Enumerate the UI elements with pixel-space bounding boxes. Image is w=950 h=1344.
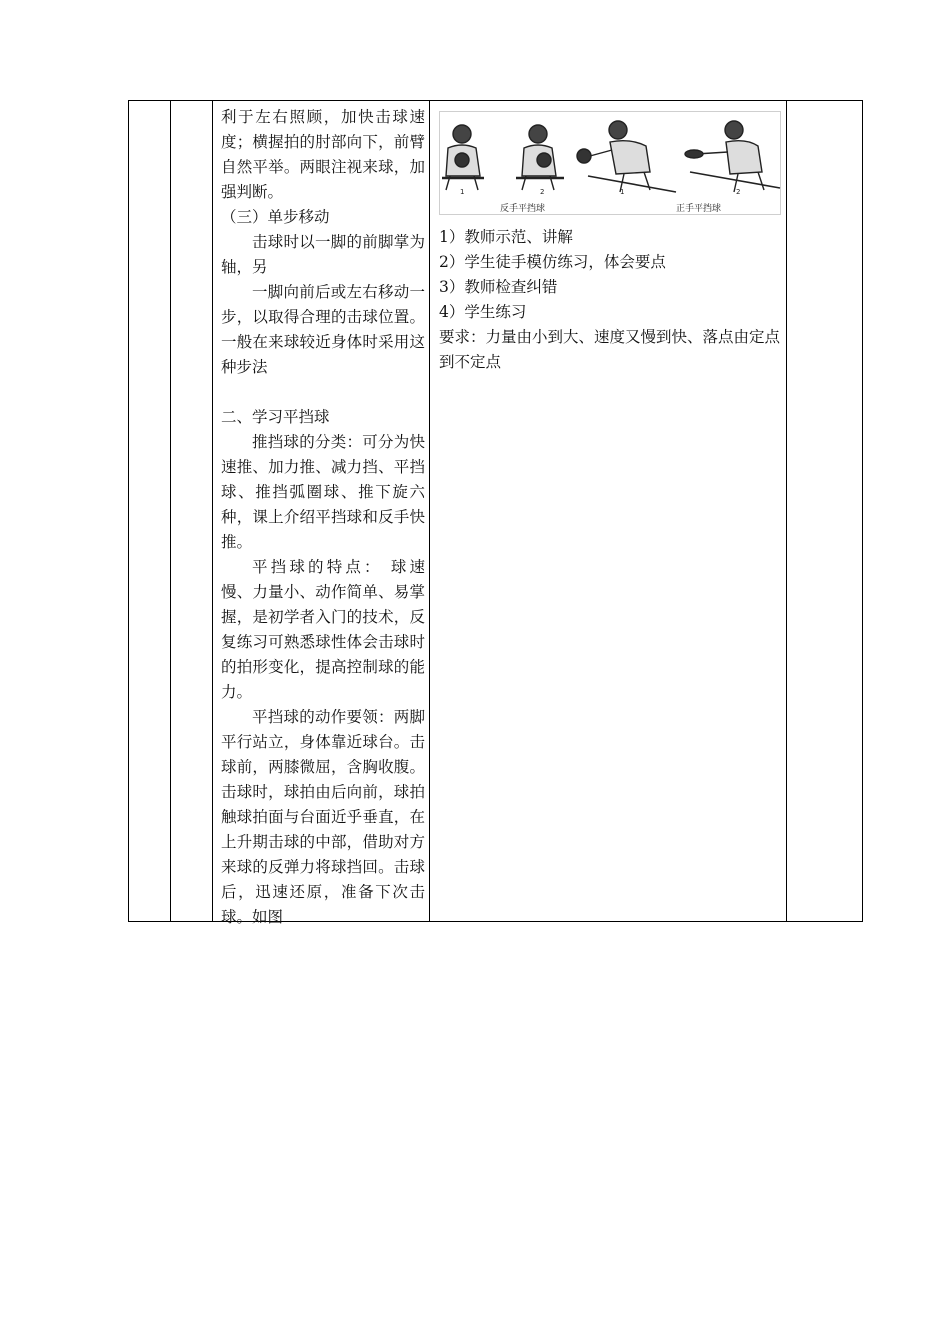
lesson-table: [128, 100, 863, 926]
figure-caption-forehand: 正手平挡球: [676, 204, 722, 214]
column-divider-3: [429, 101, 430, 921]
column-divider-4: [786, 101, 787, 921]
content-paragraph-technique: 平挡球的动作要领：两脚平行站立，身体靠近球台。击球前，两膝微屈，含胸收腹。击球时，球拍由后向前，球拍触球拍面与台面近乎垂直，在上升期击球的中部，借助对方来球的反弹力将球挡回。击球后，迅速还原，准备下次击球。如图: [221, 708, 425, 926]
figure-caption-backhand: 反手平挡球: [500, 204, 546, 214]
column-divider-1: [170, 101, 171, 921]
method-step-1: 1）教师示范、讲解: [439, 228, 573, 246]
figure-number-1: 1: [460, 188, 465, 196]
player-figure-1: [442, 125, 484, 190]
section-heading-single-step: （三）单步移动: [221, 208, 330, 226]
player-figure-2: [516, 125, 564, 190]
player-figure-4: [685, 121, 780, 192]
blank-line: [221, 380, 425, 405]
player-figure-3: [577, 121, 676, 192]
content-paragraph-classification: 推挡球的分类：可分为快速推、加力推、减力挡、平挡球、推挡弧圈球、推下旋六种，课上介绍平挡球和反手快推。: [221, 433, 425, 551]
figure-number-4: 2: [736, 188, 741, 196]
content-paragraph-2: 击球时以一脚的前脚掌为轴，另: [221, 233, 425, 276]
block-shot-illustration: [439, 111, 781, 215]
content-paragraph-1: 利于左右照顾，加快击球速度；横握拍的肘部向下，前臂自然平举。两眼注视来球，加强判断。: [221, 108, 425, 201]
section-heading-block-shot: 二、学习平挡球: [221, 408, 330, 426]
content-paragraph-characteristics: 平挡球的特点： 球速慢、力量小、动作简单、易掌握，是初学者入门的技术，反复练习可熟悉球性体会击球时的拍形变化，提高控制球的能力。: [221, 558, 425, 701]
method-step-3: 3）教师检查纠错: [439, 278, 558, 296]
figure-number-2: 2: [540, 188, 545, 196]
method-step-2: 2）学生徒手模仿练习，体会要点: [439, 253, 666, 271]
content-paragraph-3: 一脚向前后或左右移动一步，以取得合理的击球位置。一般在来球较近身体时采用这种步法: [221, 283, 425, 376]
players-drawing: [440, 112, 782, 216]
method-requirement: 要求：力量由小到大、速度又慢到快、落点由定点到不定点: [439, 328, 781, 371]
figure-number-3: 1: [620, 188, 625, 196]
method-step-4: 4）学生练习: [439, 303, 527, 321]
column-divider-2: [212, 101, 213, 921]
teaching-method-cell: [439, 111, 784, 375]
teaching-content-cell: [221, 105, 425, 930]
